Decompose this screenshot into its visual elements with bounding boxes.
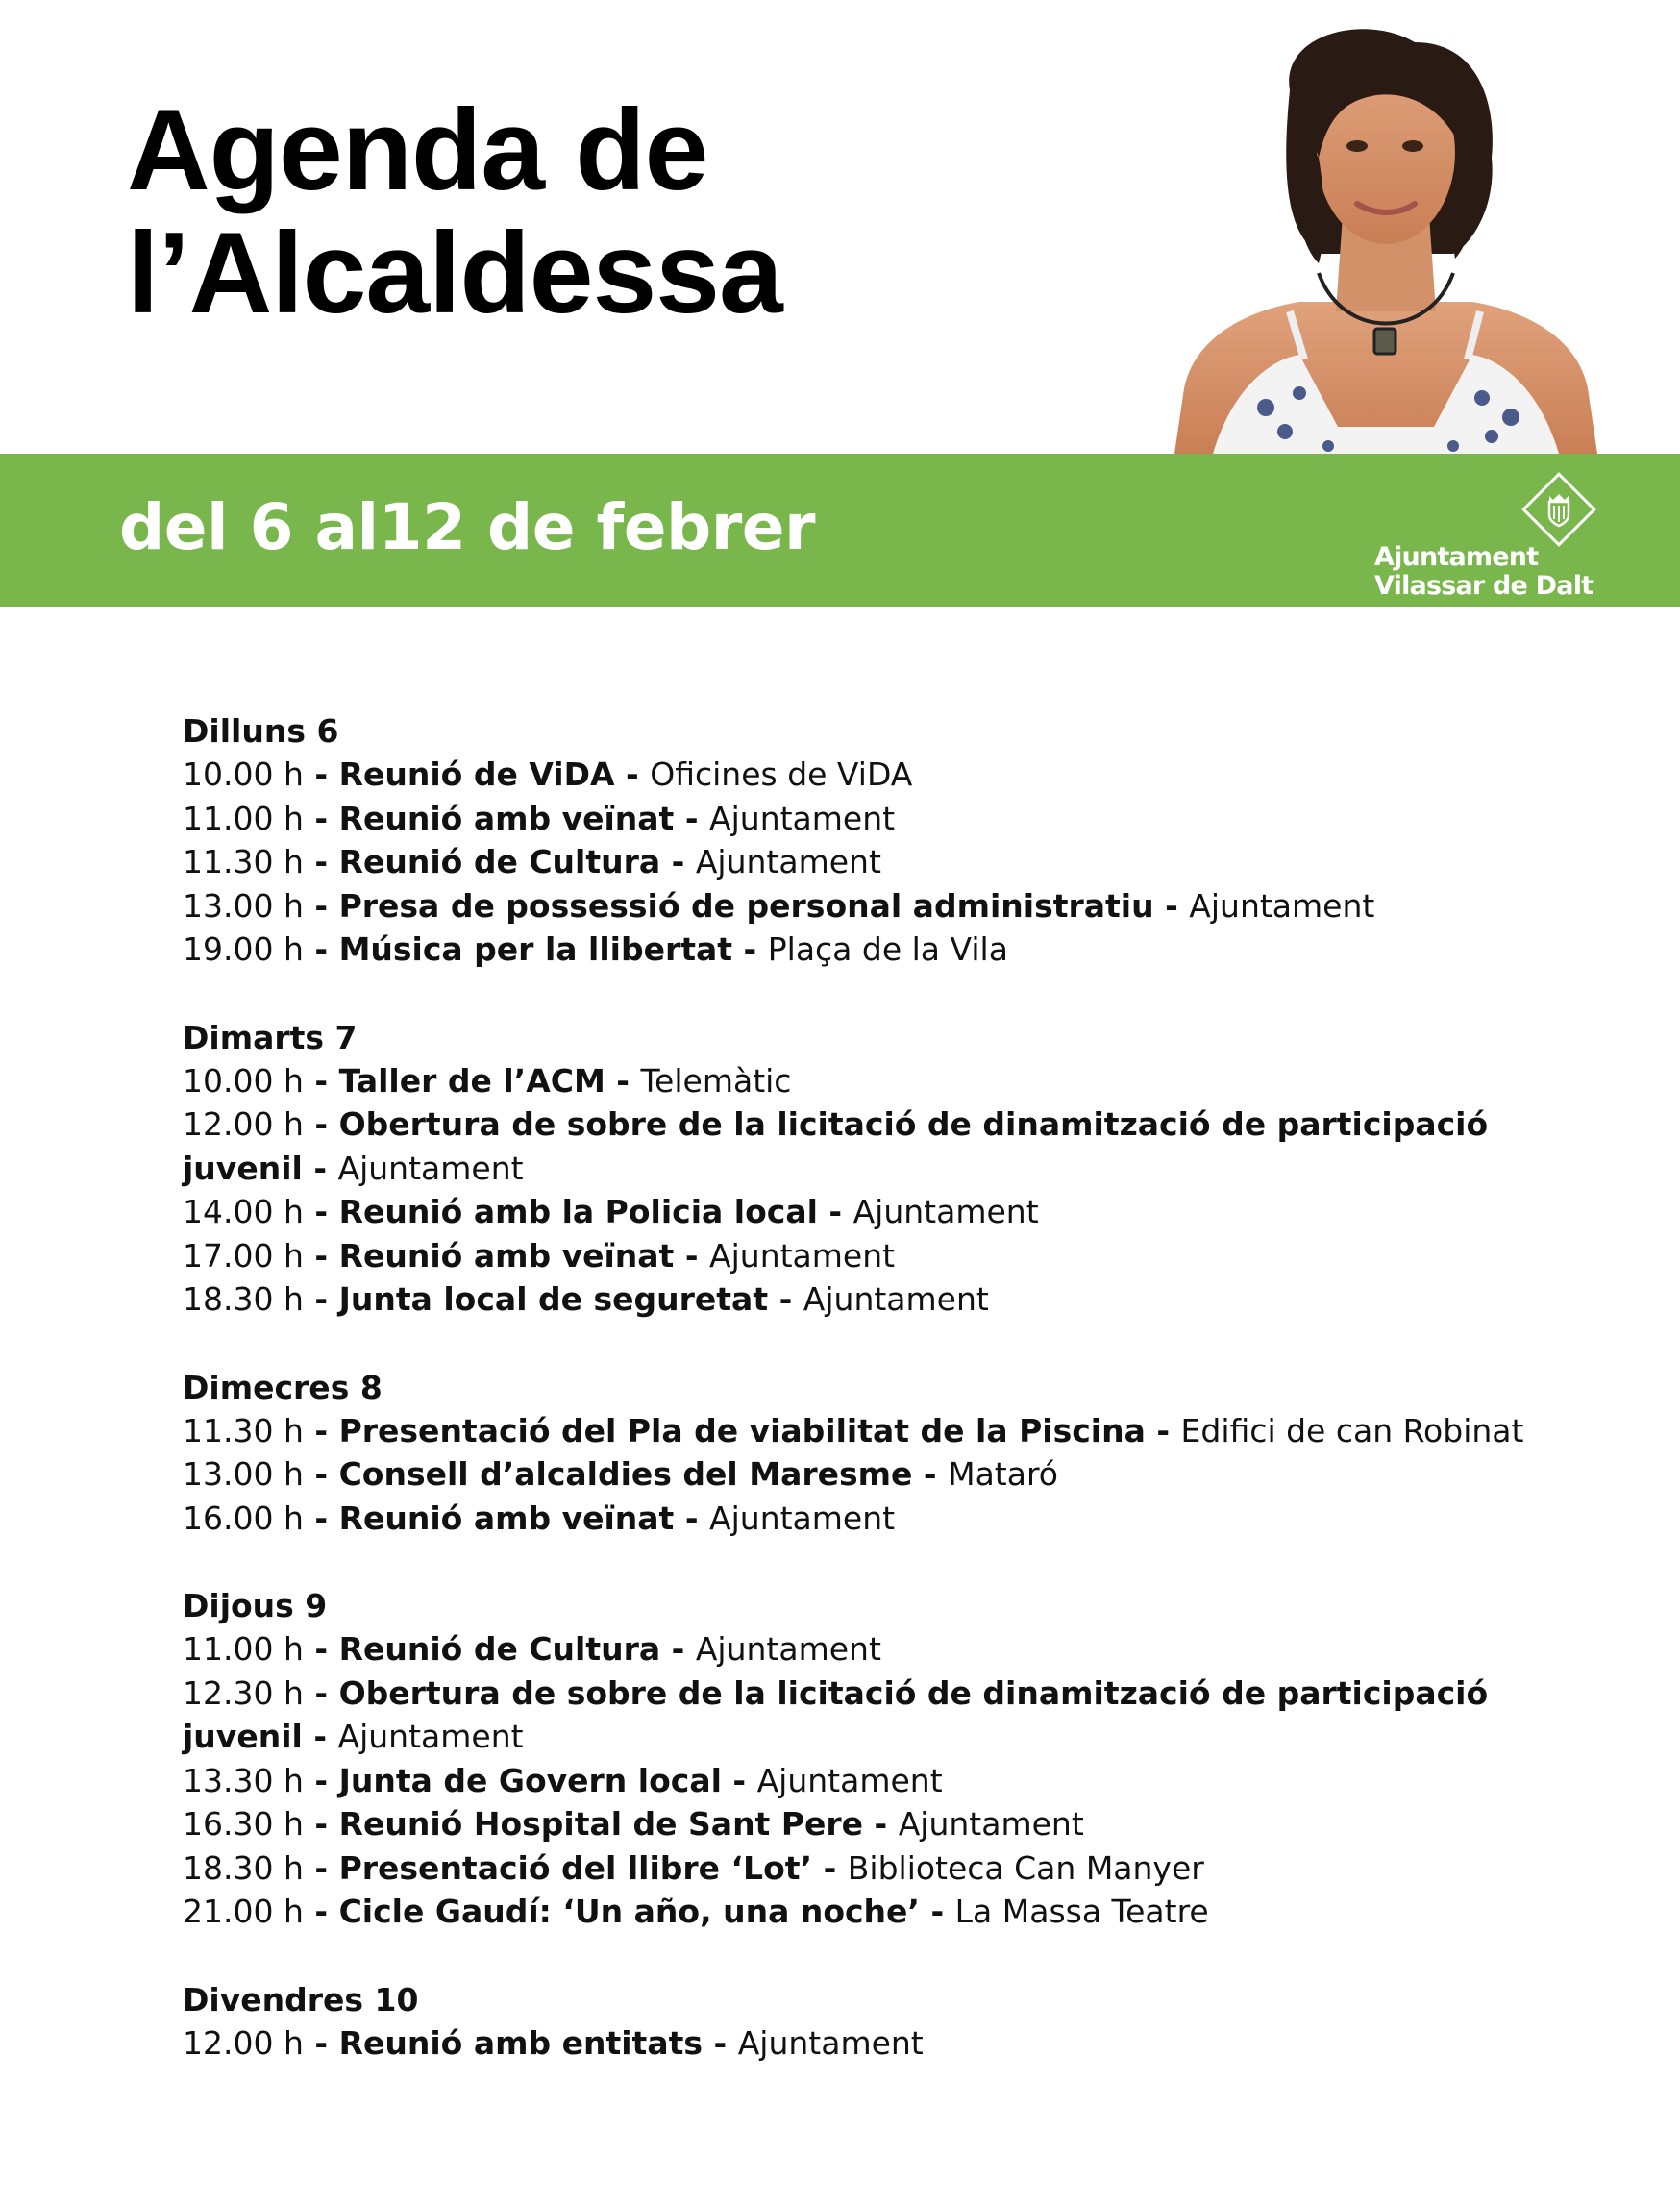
entry-place: Ajuntament <box>737 2023 924 2062</box>
entry-event: Reunió de Cultura <box>338 1630 661 1668</box>
entry-place: Ajuntament <box>337 1149 524 1187</box>
entry-time: 10.00 h <box>183 756 304 793</box>
entry-time: 13.30 h <box>183 1761 304 1799</box>
entry-event: Reunió Hospital de Sant Pere <box>338 1805 864 1843</box>
entry-separator: - <box>812 1848 848 1887</box>
agenda-entry <box>183 797 1586 841</box>
entry-separator: - <box>303 2023 339 2062</box>
entry-separator: - <box>302 1149 338 1187</box>
entry-separator: - <box>674 1499 710 1537</box>
entry-place: Ajuntament <box>709 1236 896 1275</box>
entry-separator: - <box>303 930 339 968</box>
agenda-entry <box>183 1234 1586 1278</box>
entry-event: Presa de possessió de personal administratiu <box>338 886 1154 925</box>
agenda-entry <box>183 1890 1586 1934</box>
title-line-1: Agenda de <box>127 86 708 214</box>
entry-time: 12.00 h <box>183 2023 304 2062</box>
day-heading: Dimarts 7 <box>183 1018 358 1056</box>
entry-separator: - <box>303 1893 339 1930</box>
entry-separator: - <box>302 1718 338 1755</box>
entry-time: 11.00 h <box>183 1630 304 1668</box>
entry-time: 10.00 h <box>183 1061 304 1100</box>
entry-separator: - <box>1145 1411 1181 1449</box>
agenda-day <box>183 1584 1586 1934</box>
day-heading: Dimecres 8 <box>183 1368 383 1406</box>
ajuntament-logo <box>1374 467 1595 601</box>
agenda-entry <box>183 1409 1586 1453</box>
entry-separator: - <box>303 843 339 880</box>
entry-time: 16.00 h <box>183 1499 304 1537</box>
entry-separator: - <box>303 1805 339 1843</box>
entry-separator: - <box>303 1630 339 1668</box>
date-band <box>0 454 1680 607</box>
entry-time: 21.00 h <box>183 1893 304 1930</box>
entry-separator: - <box>303 1061 339 1100</box>
entry-place: Ajuntament <box>803 1280 989 1318</box>
entry-event: Música per la llibertat <box>338 930 733 968</box>
entry-separator: - <box>303 756 339 793</box>
entry-time: 18.30 h <box>183 1848 304 1887</box>
entry-separator: - <box>919 1893 955 1930</box>
agenda-entry <box>183 2021 1586 2066</box>
entry-place: Ajuntament <box>337 1718 524 1755</box>
logo-text-line-2: Vilassar de Dalt <box>1374 571 1594 601</box>
entry-event: Reunió de ViDA <box>338 756 615 793</box>
entry-event: Reunió amb la Policia local <box>338 1193 818 1230</box>
entry-place: Edifici de can Robinat <box>1180 1411 1524 1449</box>
entry-separator: - <box>303 1280 339 1318</box>
date-range: del 6 al12 de febrer <box>119 490 816 564</box>
entry-event: Cicle Gaudí: ‘Un año, una noche’ <box>338 1893 920 1930</box>
entry-event: Reunió amb veïnat <box>338 1236 675 1275</box>
agenda-day <box>183 709 1586 972</box>
entry-event: Taller de l’ACM <box>338 1061 605 1100</box>
entry-separator: - <box>674 799 710 837</box>
agenda-entry <box>183 1277 1586 1322</box>
entry-place: Mataró <box>948 1455 1058 1493</box>
agenda-entry <box>183 1190 1586 1234</box>
entry-separator: - <box>614 756 651 793</box>
agenda-entry <box>183 1102 1586 1190</box>
entry-event: Reunió amb veïnat <box>338 1499 675 1537</box>
agenda-entry <box>183 928 1586 972</box>
entry-separator: - <box>1153 886 1190 925</box>
day-heading: Dilluns 6 <box>183 712 339 750</box>
agenda-entry <box>183 1759 1586 1803</box>
entry-time: 18.30 h <box>183 1280 304 1318</box>
entry-separator: - <box>303 1411 339 1449</box>
agenda-entry <box>183 1452 1586 1497</box>
entry-time: 11.30 h <box>183 843 304 880</box>
entry-time: 17.00 h <box>183 1236 304 1275</box>
entry-event: Presentació del Pla de viabilitat de la Piscina <box>338 1411 1146 1449</box>
entry-separator: - <box>703 2023 738 2062</box>
entry-separator: - <box>660 1630 696 1668</box>
entry-place: Ajuntament <box>756 1761 943 1799</box>
entry-place: Ajuntament <box>1189 886 1375 925</box>
entry-separator: - <box>303 1236 339 1275</box>
entry-separator: - <box>303 1761 339 1799</box>
entry-event: Obertura de sobre de la licitació de dinamització de participació juvenil <box>183 1673 1489 1755</box>
entry-place: Plaça de la Vila <box>767 930 1008 968</box>
entry-event: Junta local de seguretat <box>338 1280 769 1318</box>
entry-place: Ajuntament <box>852 1193 1039 1230</box>
agenda-entry <box>183 1627 1586 1672</box>
entry-separator: - <box>863 1805 899 1843</box>
mayor-portrait-photo <box>1174 23 1597 454</box>
agenda-entry <box>183 1497 1586 1541</box>
entry-time: 11.00 h <box>183 799 304 837</box>
entry-time: 14.00 h <box>183 1193 304 1230</box>
entry-time: 16.30 h <box>183 1805 304 1843</box>
agenda-entry <box>183 753 1586 797</box>
entry-separator: - <box>660 843 696 880</box>
entry-time: 13.00 h <box>183 1455 304 1493</box>
header <box>0 0 1680 454</box>
entry-separator: - <box>817 1193 853 1230</box>
entry-separator: - <box>303 886 339 925</box>
entry-place: Biblioteca Can Manyer <box>847 1848 1204 1887</box>
entry-time: 11.30 h <box>183 1411 304 1449</box>
entry-separator: - <box>721 1761 757 1799</box>
agenda-day <box>183 1016 1586 1322</box>
entry-separator: - <box>912 1455 949 1493</box>
entry-separator: - <box>674 1236 710 1275</box>
day-heading: Dijous 9 <box>183 1587 328 1624</box>
page-title <box>127 86 782 337</box>
entry-place: Ajuntament <box>898 1805 1084 1843</box>
entry-event: Consell d’alcaldies del Maresme <box>338 1455 913 1493</box>
day-heading: Divendres 10 <box>183 1980 419 2019</box>
agenda-entry <box>183 1802 1586 1846</box>
agenda-day <box>183 1366 1586 1541</box>
entry-place: Ajuntament <box>709 799 896 837</box>
entry-separator: - <box>605 1061 641 1100</box>
agenda-list <box>183 709 1586 2109</box>
entry-separator: - <box>303 1105 339 1143</box>
entry-event: Reunió amb veïnat <box>338 799 675 837</box>
municipal-crest-icon <box>1517 467 1601 552</box>
entry-time: 12.30 h <box>183 1673 304 1712</box>
entry-event: Reunió amb entitats <box>338 2023 704 2062</box>
entry-separator: - <box>732 930 768 968</box>
entry-event: Obertura de sobre de la licitació de dinamització de participació juvenil <box>183 1105 1489 1187</box>
entry-separator: - <box>303 1848 339 1887</box>
entry-separator: - <box>303 1499 339 1537</box>
entry-separator: - <box>303 1193 339 1230</box>
entry-place: Telemàtic <box>640 1061 792 1100</box>
entry-event: Junta de Govern local <box>338 1761 722 1799</box>
logo-text-line-1: Ajuntament <box>1374 542 1539 572</box>
entry-separator: - <box>303 1455 339 1493</box>
agenda-entry <box>183 884 1586 929</box>
agenda-entry <box>183 1672 1586 1759</box>
entry-place: Oficines de ViDA <box>650 756 913 793</box>
agenda-day <box>183 1978 1586 2066</box>
entry-event: Reunió de Cultura <box>338 843 661 880</box>
entry-place: La Massa Teatre <box>954 1893 1209 1930</box>
entry-separator: - <box>303 1673 339 1712</box>
entry-time: 13.00 h <box>183 886 304 925</box>
entry-separator: - <box>768 1280 803 1318</box>
agenda-entry <box>183 1846 1586 1891</box>
entry-place: Ajuntament <box>695 843 881 880</box>
entry-time: 12.00 h <box>183 1105 304 1143</box>
entry-time: 19.00 h <box>183 930 304 968</box>
entry-place: Ajuntament <box>695 1630 881 1668</box>
agenda-entry <box>183 840 1586 884</box>
title-line-2: l’Alcaldessa <box>127 209 782 337</box>
entry-separator: - <box>303 799 339 837</box>
entry-place: Ajuntament <box>709 1499 896 1537</box>
agenda-entry <box>183 1059 1586 1103</box>
entry-event: Presentació del llibre ‘Lot’ <box>338 1848 813 1887</box>
